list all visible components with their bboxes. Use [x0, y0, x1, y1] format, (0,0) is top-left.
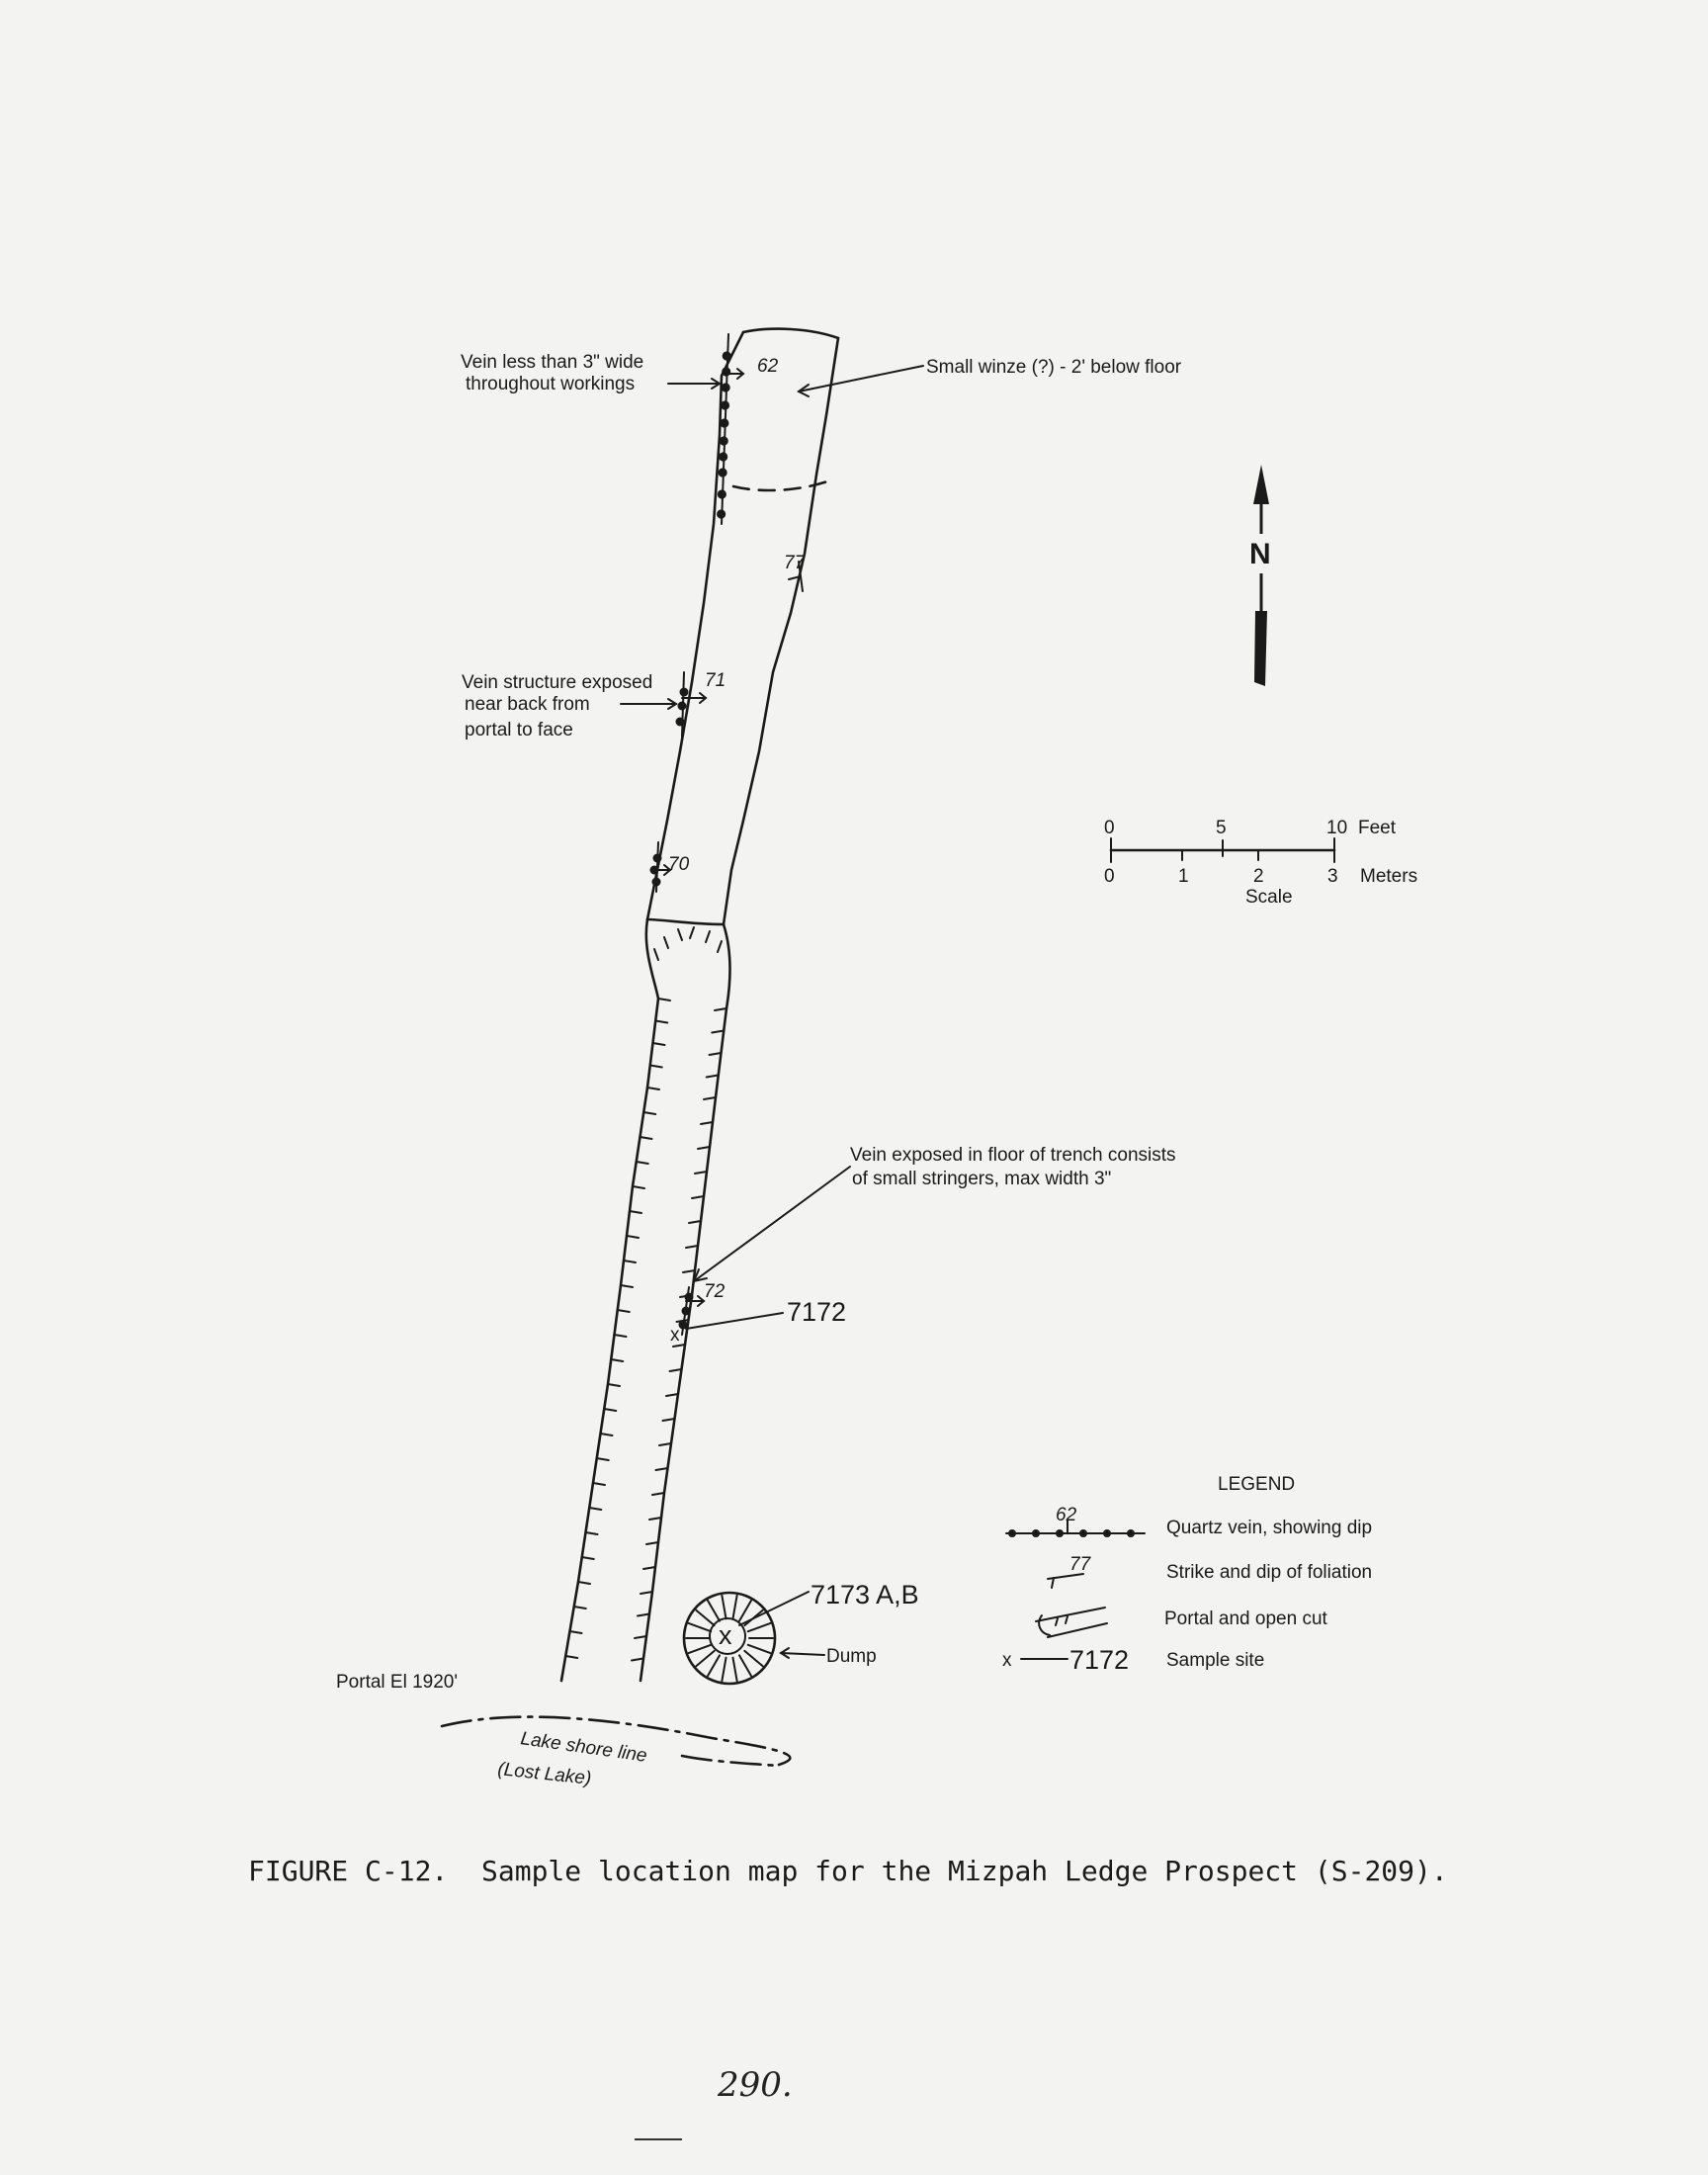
- legend-sample: [1002, 1645, 1264, 1675]
- vein-structure-line2: near back from: [465, 694, 590, 715]
- legend-vein-dip: 62: [1056, 1505, 1077, 1525]
- vein-dip-72: 72: [704, 1281, 726, 1302]
- vein-bead: [717, 509, 726, 518]
- winze-note: Small winze (?) - 2' below floor: [926, 357, 1182, 378]
- legend-foliation-dip: 77: [1069, 1554, 1091, 1575]
- scale-m-1: 1: [1178, 866, 1189, 887]
- hachure-tick: [601, 1434, 613, 1436]
- scale-feet-unit: Feet: [1358, 818, 1397, 838]
- hachure-tick: [706, 931, 710, 942]
- hachure-tick: [638, 1614, 649, 1616]
- scale-title: Scale: [1245, 887, 1293, 908]
- open-cut-left-wall: [561, 919, 658, 1681]
- hachure-tick: [647, 1088, 659, 1089]
- hachure-tick: [654, 949, 658, 960]
- figure-caption: FIGURE C-12. Sample location map for the Mizpah Ledge Prospect (S-209).: [248, 1855, 1448, 1887]
- hachure-tick: [586, 1532, 598, 1534]
- hachure-tick: [597, 1458, 609, 1460]
- scale-m-2: 2: [1253, 866, 1264, 887]
- vein-bead: [719, 468, 727, 477]
- dump-spoke: [732, 1658, 736, 1682]
- hachure-tick: [618, 1310, 630, 1312]
- scale-m-3: 3: [1327, 866, 1338, 887]
- dump-spoke: [689, 1645, 712, 1653]
- scale-feet-5: 5: [1216, 818, 1227, 838]
- dump-spoke: [708, 1601, 720, 1621]
- adit-face: [743, 329, 838, 338]
- scale-m-unit: Meters: [1360, 866, 1418, 887]
- dump-spoke: [689, 1623, 712, 1631]
- hachure-tick: [611, 1359, 623, 1361]
- hachure-tick: [621, 1285, 633, 1287]
- lost-lake-label: (Lost Lake): [496, 1759, 593, 1789]
- hachure-tick: [659, 1443, 671, 1445]
- legend-sample-text: Sample site: [1166, 1650, 1265, 1671]
- vein-dip-70: 70: [668, 854, 690, 875]
- vein-bead: [719, 452, 727, 461]
- vein-dip-71: 71: [705, 670, 726, 691]
- hachure-tick: [718, 941, 722, 952]
- hachure-tick: [615, 1335, 627, 1337]
- vein-bead: [722, 383, 730, 392]
- legend-portal-text: Portal and open cut: [1164, 1609, 1327, 1629]
- lake-shore-label: Lake shore line: [519, 1728, 648, 1767]
- dump-sample-x: x: [719, 1620, 732, 1650]
- hachure-tick: [707, 1076, 719, 1078]
- sample-site-7172: [670, 1297, 846, 1346]
- hachure-tick: [640, 1592, 652, 1594]
- hachure-tick: [643, 1112, 655, 1114]
- adit-portal-curve: [647, 919, 724, 924]
- scale-m-0: 0: [1104, 866, 1115, 887]
- hachure-tick: [690, 927, 694, 938]
- hachure-tick: [574, 1607, 586, 1609]
- hachure-tick: [653, 1043, 665, 1045]
- trench-note-line1: Vein exposed in floor of trench consists: [850, 1145, 1176, 1166]
- hachure-tick: [704, 1097, 716, 1099]
- dump-spoke: [696, 1651, 714, 1666]
- hachure-tick: [633, 1186, 644, 1188]
- hachure-tick: [635, 1636, 646, 1638]
- vein-bead: [720, 418, 728, 427]
- hachure-tick: [686, 1246, 698, 1248]
- adit-outline: [647, 329, 838, 924]
- north-label: N: [1249, 538, 1271, 570]
- hachure-tick: [715, 1008, 726, 1010]
- vein-structure-line3: portal to face: [465, 720, 573, 740]
- hachure-tick: [655, 1021, 667, 1023]
- hachure-tick: [701, 1122, 713, 1124]
- hachure-tick: [604, 1409, 616, 1411]
- north-arrow-head: [1253, 465, 1269, 504]
- vein-structure-line1: Vein structure exposed: [462, 672, 653, 693]
- legend-quartz-vein: [1006, 1505, 1372, 1538]
- adit-right-wall: [724, 338, 838, 924]
- hachure-tick: [652, 1493, 664, 1495]
- vein-bead: [721, 400, 729, 409]
- dump-spoke: [708, 1655, 720, 1676]
- dump-spoke: [732, 1596, 736, 1619]
- vein-bead: [723, 351, 731, 360]
- portal-label: Portal El 1920': [336, 1672, 458, 1693]
- legend-sample-x: x: [1002, 1650, 1012, 1671]
- hachure-tick: [630, 1211, 641, 1213]
- page-number: 290.: [718, 2065, 793, 2105]
- hachure-tick: [656, 1468, 668, 1470]
- legend-title: LEGEND: [1218, 1474, 1296, 1495]
- scale-feet-10: 10: [1326, 818, 1348, 838]
- vein-bead: [722, 367, 730, 376]
- hachure-tick: [650, 1066, 662, 1068]
- winze-leader: [799, 366, 923, 392]
- hachure-tick: [578, 1582, 590, 1584]
- dump-spoke: [748, 1645, 771, 1653]
- vein-dip-62: 62: [757, 356, 779, 377]
- legend-sample-id: 7172: [1069, 1645, 1130, 1675]
- dump-spoke: [739, 1655, 751, 1676]
- dump-spoke: [722, 1658, 726, 1682]
- hachure-tick: [663, 1419, 675, 1421]
- legend-portal: [1036, 1608, 1328, 1637]
- foliation-symbol: [784, 553, 807, 591]
- hachure-tick: [683, 1270, 695, 1272]
- hachure-tick: [678, 929, 682, 940]
- legend-foliation-text: Strike and dip of foliation: [1166, 1562, 1373, 1583]
- hachure-tick: [670, 1369, 682, 1371]
- hachure-tick: [710, 1053, 722, 1055]
- hachure-tick: [649, 1518, 661, 1520]
- sample-7172-label: 7172: [787, 1297, 847, 1327]
- hachure-tick: [692, 1196, 704, 1198]
- hachure-tick: [698, 1147, 710, 1149]
- hachure-tick: [658, 999, 670, 1000]
- hachure-tick: [632, 1659, 643, 1661]
- sample-x-mark: x: [670, 1325, 680, 1346]
- hachure-tick: [689, 1221, 701, 1223]
- vein-bead: [718, 489, 726, 498]
- hachure-tick: [593, 1483, 605, 1485]
- hachure-tick: [624, 1261, 636, 1262]
- hachure-tick: [695, 1172, 707, 1174]
- hachure-tick: [666, 1394, 678, 1396]
- dump: [684, 1580, 919, 1684]
- dump-spoke: [739, 1601, 751, 1621]
- north-arrow: [1249, 465, 1271, 686]
- hachure-tick: [643, 1567, 655, 1569]
- open-cut-hachures: [565, 927, 726, 1661]
- hachure-tick: [637, 1162, 648, 1164]
- dump-spoke: [744, 1651, 762, 1666]
- vein-south: [650, 842, 671, 892]
- hachure-tick: [570, 1631, 582, 1633]
- vein-bead: [720, 436, 728, 445]
- dump-spoke: [748, 1623, 771, 1631]
- trench-note-line2: of small stringers, max width 3": [852, 1169, 1112, 1189]
- legend-foliation: [1048, 1554, 1372, 1588]
- hachure-tick: [712, 1031, 724, 1033]
- hachure-tick: [589, 1508, 601, 1510]
- scale-feet-0: 0: [1104, 818, 1115, 838]
- vein-note-line1: Vein less than 3" wide: [461, 352, 644, 373]
- lake-shore: [442, 1717, 790, 1789]
- scale-bar: [1104, 818, 1417, 908]
- hachure-tick: [608, 1384, 620, 1386]
- hachure-tick: [640, 1137, 652, 1139]
- hachure-tick: [627, 1236, 639, 1238]
- dump-label: Dump: [826, 1646, 877, 1667]
- legend: [1002, 1474, 1372, 1675]
- dump-spoke: [696, 1610, 714, 1625]
- hachure-tick: [582, 1557, 594, 1559]
- sample-7173-label: 7173 A,B: [811, 1580, 919, 1610]
- hachure-tick: [646, 1542, 658, 1544]
- foliation-dip-label: 77: [784, 553, 806, 573]
- legend-vein-text: Quartz vein, showing dip: [1166, 1518, 1373, 1538]
- hachure-tick: [565, 1656, 577, 1658]
- dump-spoke: [722, 1596, 726, 1619]
- trench-note-leader: [694, 1167, 850, 1281]
- hachure-tick: [664, 937, 668, 948]
- vein-note-line2: throughout workings: [466, 374, 636, 394]
- adit-left-wall: [647, 332, 743, 919]
